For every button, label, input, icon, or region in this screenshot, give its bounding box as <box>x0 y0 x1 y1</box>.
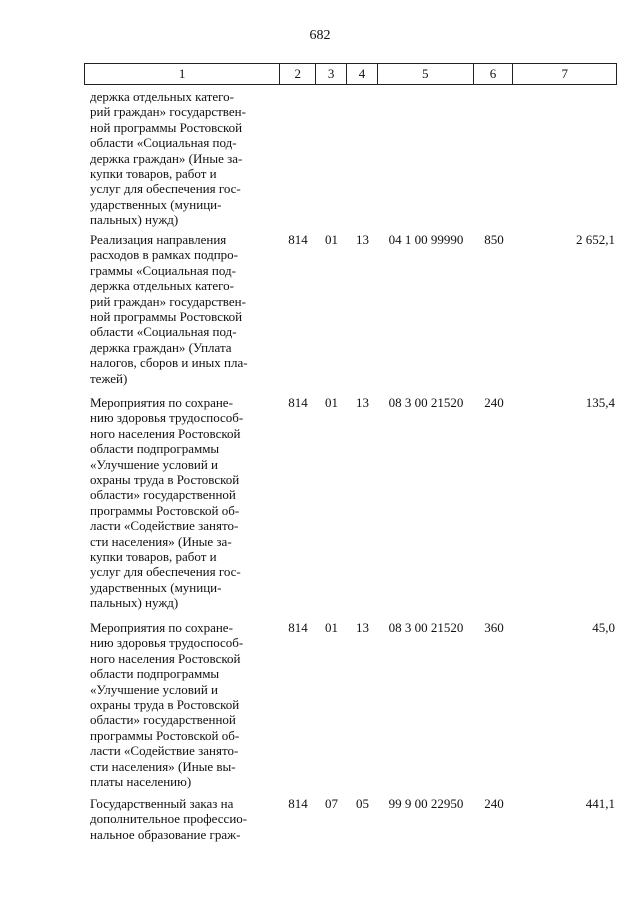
col-target-article: 99 9 00 22950 <box>388 796 464 811</box>
col-ministry: 814 <box>288 620 308 635</box>
col-amount: 2 652,1 <box>576 232 615 247</box>
header-col-7: 7 <box>561 66 568 81</box>
col-ministry <box>280 89 316 228</box>
description-line: купки товаров, работ и <box>90 549 217 565</box>
row-description <box>84 620 280 789</box>
header-col-1: 1 <box>85 64 280 84</box>
description-line: рий граждан» государствен- <box>90 104 246 120</box>
col-subsection: 13 <box>356 395 369 410</box>
row-description <box>84 89 280 228</box>
col-subsection: 13 <box>356 620 369 635</box>
col-amount: 441,1 <box>585 796 615 811</box>
col-section <box>316 89 347 228</box>
description-line: области подпрограммы <box>90 441 220 457</box>
col-target-article: 08 3 00 21520 <box>388 395 464 410</box>
row-description <box>84 232 280 386</box>
description-line: области «Социальная под- <box>90 324 237 340</box>
col-expense-type: 240 <box>484 796 504 811</box>
description-line: программы Ростовской об- <box>90 727 240 743</box>
header-col-6: 6 <box>474 64 514 84</box>
description-line: нальное образование граж- <box>90 826 241 842</box>
table-row <box>84 796 617 842</box>
description-line: ласти «Содействие занято- <box>90 518 239 534</box>
col-target-article: 04 1 00 99990 <box>388 232 464 247</box>
col-section: 01 <box>325 395 338 410</box>
description-line: нию здоровья трудоспособ- <box>90 410 244 426</box>
description-line: держка граждан» (Иные за- <box>90 150 243 166</box>
table-row <box>84 620 617 789</box>
description-line: услуг для обеспечения гос- <box>90 181 241 197</box>
col-ministry: 814 <box>288 232 308 247</box>
description-line: ной программы Ростовской <box>90 119 243 135</box>
description-line: рий граждан» государствен- <box>90 293 246 309</box>
table-row <box>84 89 617 228</box>
col-subsection: 13 <box>356 232 369 247</box>
description-line: области подпрограммы <box>90 666 220 682</box>
description-line: охраны труда в Ростовской <box>90 697 240 713</box>
col-target-article: 08 3 00 21520 <box>388 620 464 635</box>
description-line: ласти «Содействие занято- <box>90 743 239 759</box>
header-col-4: 4 <box>347 64 378 84</box>
page-number: 682 <box>309 28 331 43</box>
table-row <box>84 395 617 611</box>
description-line: области «Социальная под- <box>90 135 237 151</box>
description-line: дополнительное профессио- <box>90 811 248 827</box>
description-line: тежей) <box>90 370 128 386</box>
col-expense-type <box>474 89 514 228</box>
col-target-article <box>378 89 474 228</box>
description-line: пальных) нужд) <box>90 595 179 611</box>
table-row <box>84 232 617 386</box>
description-line: Мероприятия по сохране- <box>90 620 233 635</box>
description-line: пальных) нужд) <box>90 212 179 228</box>
description-line: нию здоровья трудоспособ- <box>90 635 244 651</box>
col-expense-type: 240 <box>484 395 504 410</box>
description-line: расходов в рамках подпро- <box>90 247 239 263</box>
header-col-5: 5 <box>378 64 474 84</box>
description-line: ного населения Ростовской <box>90 425 241 441</box>
description-line: держка граждан» (Уплата <box>90 339 232 355</box>
description-line: налогов, сборов и иных пла- <box>90 355 248 371</box>
description-line: платы населению) <box>90 774 192 790</box>
description-line: программы Ростовской об- <box>90 502 240 518</box>
col-amount: 45,0 <box>592 620 615 635</box>
description-line: охраны труда в Ростовской <box>90 472 240 488</box>
col-section: 07 <box>325 796 338 811</box>
col-section: 01 <box>325 232 338 247</box>
col-subsection <box>347 89 378 228</box>
description-line: сти населения» (Иные вы- <box>90 758 236 774</box>
header-col-2: 2 <box>280 64 316 84</box>
description-line: купки товаров, работ и <box>90 166 217 182</box>
col-ministry: 814 <box>288 796 308 811</box>
description-line: ного населения Ростовской <box>90 650 241 666</box>
description-line: Государственный заказ на <box>90 796 234 811</box>
description-line: Реализация направления <box>90 232 227 247</box>
description-line: сти населения» (Иные за- <box>90 533 232 549</box>
description-line: области» государственной <box>90 487 236 503</box>
col-subsection: 05 <box>356 796 369 811</box>
description-line: области» государственной <box>90 712 236 728</box>
description-line: ной программы Ростовской <box>90 309 243 325</box>
row-description <box>84 796 280 842</box>
col-amount: 135,4 <box>585 395 615 410</box>
col-expense-type: 360 <box>484 620 504 635</box>
description-line: Мероприятия по сохране- <box>90 395 233 410</box>
description-line: «Улучшение условий и <box>90 456 218 472</box>
description-line: услуг для обеспечения гос- <box>90 564 241 580</box>
col-expense-type: 850 <box>484 232 504 247</box>
description-line: держка отдельных катего- <box>90 278 234 294</box>
row-description <box>84 395 280 611</box>
col-ministry: 814 <box>288 395 308 410</box>
description-line: держка отдельных катего- <box>90 89 234 104</box>
description-line: «Улучшение условий и <box>90 681 218 697</box>
col-amount <box>514 89 617 228</box>
col-section: 01 <box>325 620 338 635</box>
description-line: граммы «Социальная под- <box>90 262 236 278</box>
description-line: ударственных (муници- <box>90 196 222 212</box>
table-header <box>84 63 617 85</box>
header-col-3: 3 <box>316 64 347 84</box>
description-line: ударственных (муници- <box>90 579 222 595</box>
